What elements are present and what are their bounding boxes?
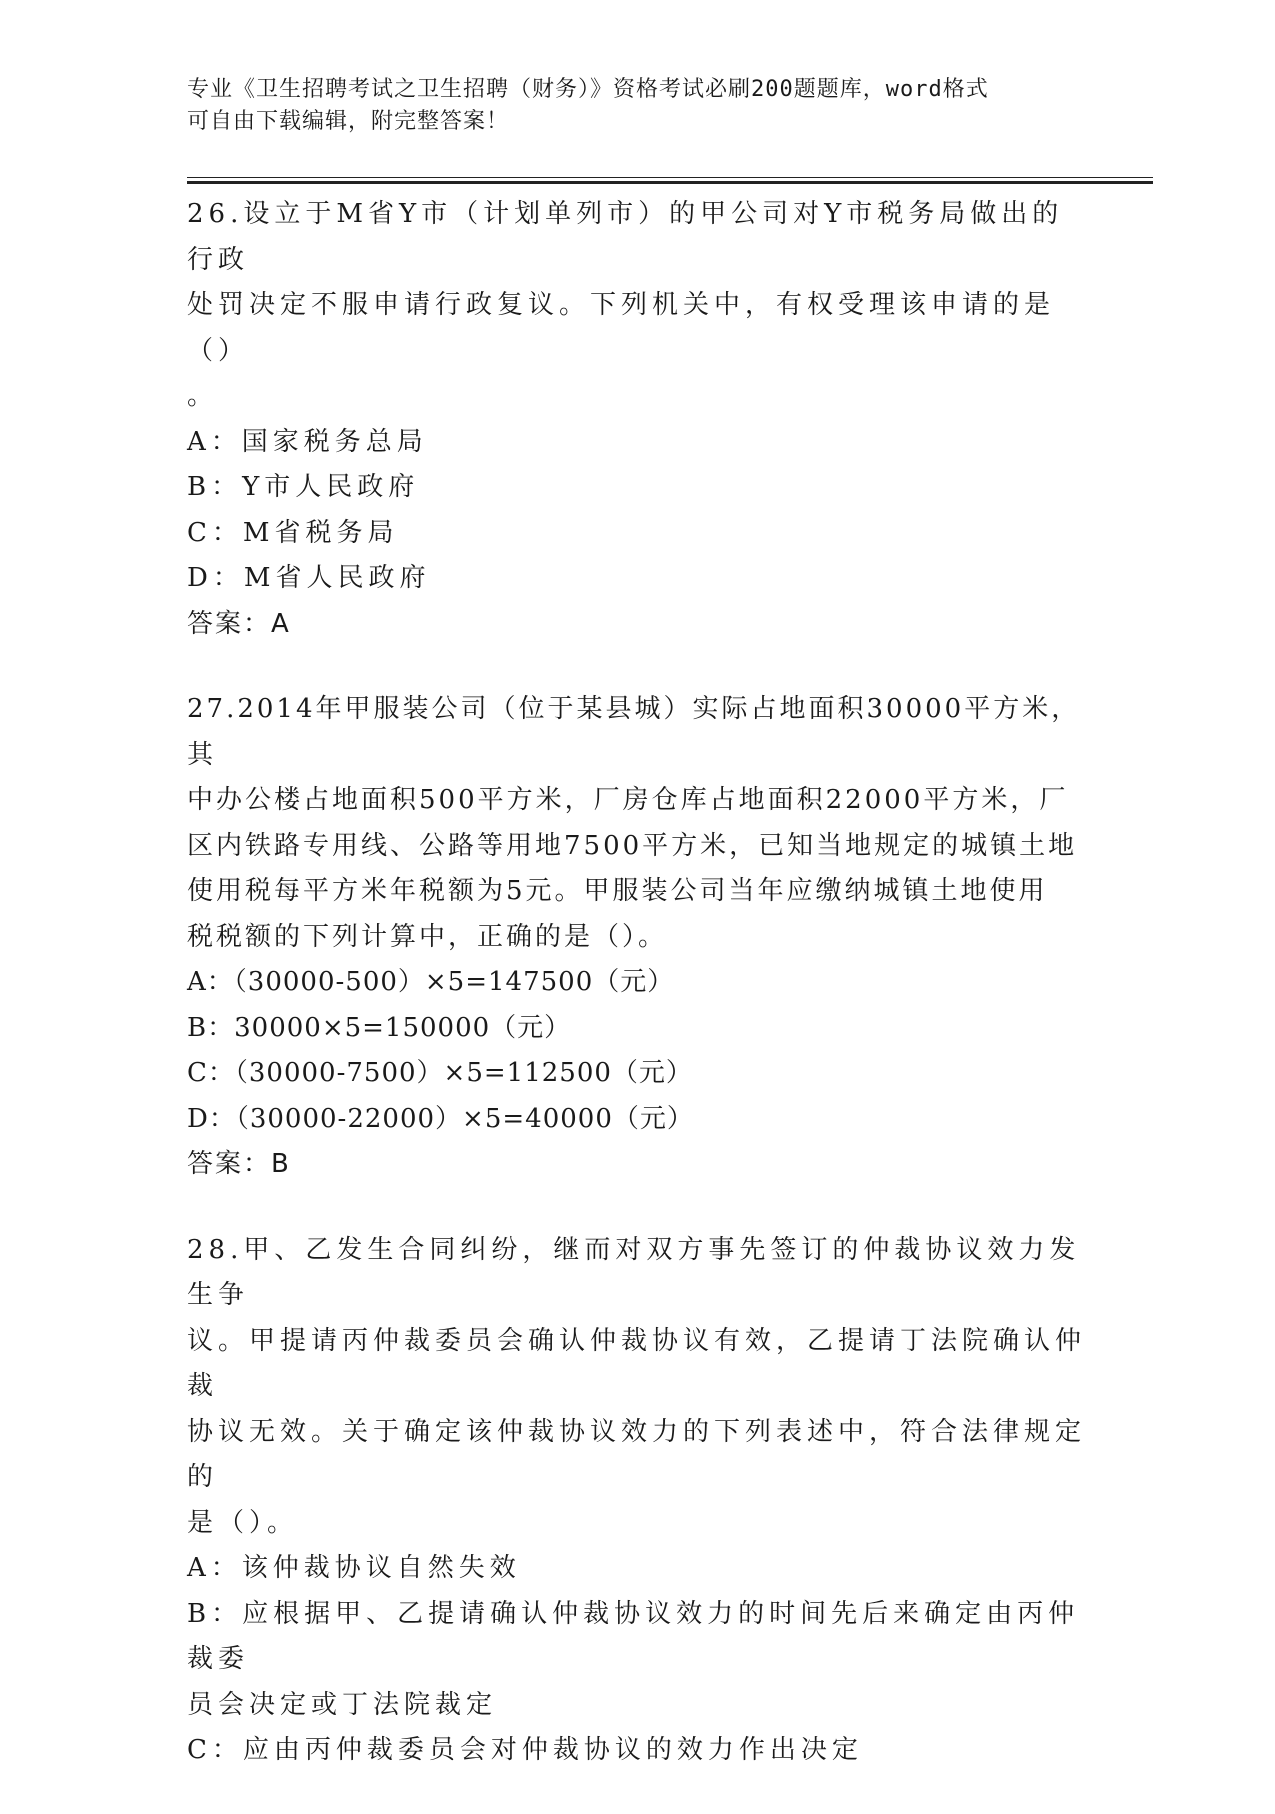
option-b-continued: 员会决定或丁法院裁定 — [187, 1689, 498, 1720]
option-b: B：应根据甲、乙提请确认仲裁协议效力的时间先后来确定由丙仲裁委 — [187, 1598, 1080, 1674]
option-c: C：M省税务局 — [187, 517, 399, 548]
question-text-line: 议。甲提请丙仲裁委员会确认仲裁协议有效，乙提请丁法院确认仲裁 — [187, 1325, 1087, 1401]
question-text-line: 。 — [187, 381, 219, 411]
question-text-line: 使用税每平方米年税额为5元。甲服装公司当年应缴纳城镇土地使用 — [187, 876, 1048, 906]
option-a: A：该仲裁协议自然失效 — [187, 1553, 521, 1583]
question-list — [187, 192, 1087, 1814]
question-text-line: 27.2014年甲服装公司（位于某县城）实际占地面积30000平方米，其 — [187, 694, 1081, 770]
question-text-line: 中办公楼占地面积500平方米，厂房仓库占地面积22000平方米，厂 — [187, 785, 1069, 815]
question-text-line: 协议无效。关于确定该仲裁协议效力的下列表述中，符合法律规定的 — [187, 1416, 1087, 1492]
answer-line: 答案：A — [187, 608, 291, 639]
option-b: B：Y市人民政府 — [187, 472, 420, 502]
question-text-line: 处罚决定不服申请行政复议。下列机关中，有权受理该申请的是（） — [187, 290, 1056, 366]
question-28 — [187, 1228, 1087, 1774]
option-c: C：（30000-7500）×5=112500（元） — [187, 1058, 693, 1088]
question-text-line: 区内铁路专用线、公路等用地7500平方米，已知当地规定的城镇土地 — [187, 830, 1078, 861]
question-26 — [187, 192, 1087, 647]
header-rule-thin — [187, 177, 1153, 178]
option-b: B：30000×5=150000（元） — [187, 1012, 572, 1043]
option-a: A：国家税务总局 — [187, 426, 428, 457]
question-text-line: 是（）。 — [187, 1507, 299, 1538]
answer-line: 答案：B — [187, 1149, 291, 1179]
question-text-line: 税税额的下列计算中，正确的是（）。 — [187, 921, 668, 952]
header-line-1: 专业《卫生招聘考试之卫生招聘（财务）》资格考试必刷200题题库，word格式 — [187, 77, 989, 102]
question-text-line: 28.甲、乙发生合同纠纷，继而对双方事先签订的仲裁协议效力发生争 — [187, 1234, 1081, 1310]
question-27 — [187, 687, 1087, 1188]
header-rule-thick — [187, 181, 1153, 184]
document-header — [187, 74, 1067, 138]
option-d: D：（30000-22000）×5=40000（元） — [187, 1103, 694, 1134]
option-c: C：应由丙仲裁委员会对仲裁协议的效力作出决定 — [187, 1735, 863, 1765]
question-text-line: 26.设立于M省Y市（计划单列市）的甲公司对Y市税务局做出的行政 — [187, 199, 1064, 275]
header-line-2: 可自由下载编辑，附完整答案！ — [187, 109, 510, 134]
option-a: A：（30000-500）×5=147500（元） — [187, 967, 675, 997]
option-d: D：M省人民政府 — [187, 563, 431, 593]
